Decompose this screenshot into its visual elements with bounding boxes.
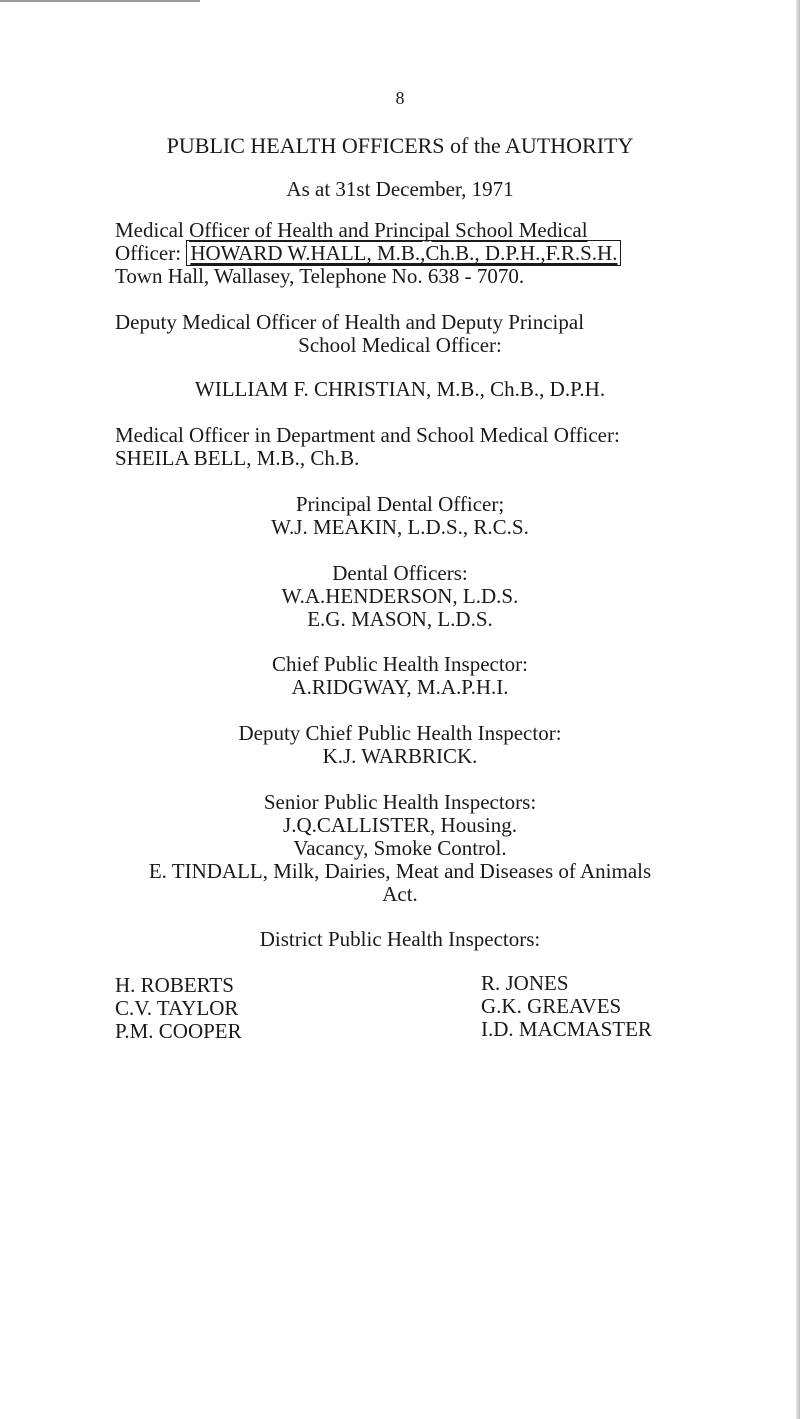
moh-title-underlined: Officer of Health and Principal School Medical — [189, 218, 588, 242]
district-phi-right: I.D. MACMASTER — [481, 1017, 652, 1041]
principal-dental-name: W.J. MEAKIN, L.D.S., R.C.S. — [271, 515, 529, 539]
moh-line-1 — [115, 218, 588, 242]
dental-officer-name: W.A.HENDERSON, L.D.S. — [281, 584, 519, 608]
dental-officer-name: E.G. MASON, L.D.S. — [307, 607, 493, 631]
medical-officer-title: Medical Officer in Department and School Medical Officer: — [115, 423, 620, 447]
district-phi-right: G.K. GREAVES — [481, 994, 622, 1018]
senior-phi-line: J.Q.CALLISTER, Housing. — [283, 813, 517, 837]
moh-address: Town Hall, Wallasey, Telephone No. 638 - 7070. — [115, 264, 525, 288]
deputy-moh-name: WILLIAM F. CHRISTIAN, M.B., Ch.B., D.P.H. — [194, 377, 606, 401]
dental-officers-title: Dental Officers: — [332, 561, 468, 585]
principal-dental-title: Principal Dental Officer; — [295, 492, 505, 516]
senior-phi-line: Vacancy, Smoke Control. — [293, 836, 507, 860]
moh-prefix-2: Officer: — [115, 241, 187, 265]
district-phi-left: P.M. COOPER — [115, 1019, 242, 1043]
senior-phi-line: Act. — [382, 882, 418, 906]
chief-phi-name: A.RIDGWAY, M.A.P.H.I. — [291, 675, 509, 699]
scan-top-line — [0, 0, 200, 2]
scan-right-edge — [796, 0, 800, 1419]
medical-officer-name: SHEILA BELL, M.B., Ch.B. — [115, 446, 360, 470]
moh-line-2 — [115, 241, 621, 265]
senior-phi-line: E. TINDALL, Milk, Dairies, Meat and Diseases of Animals — [148, 859, 652, 883]
chief-phi-title: Chief Public Health Inspector: — [271, 652, 529, 676]
deputy-moh-title-2: School Medical Officer: — [298, 333, 502, 357]
deputy-chief-phi-title: Deputy Chief Public Health Inspector: — [238, 721, 562, 745]
moh-name-boxed: HOWARD W.HALL, M.B.,Ch.B., D.P.H.,F.R.S.H. — [186, 240, 621, 266]
page-title: PUBLIC HEALTH OFFICERS of the AUTHORITY — [166, 133, 634, 158]
deputy-chief-phi-name: K.J. WARBRICK. — [322, 744, 478, 768]
moh-prefix-1: Medical — [115, 218, 190, 242]
senior-phi-title: Senior Public Health Inspectors: — [263, 790, 537, 814]
date-line: As at 31st December, 1971 — [286, 177, 514, 201]
page-number: 8 — [395, 88, 405, 108]
district-phi-title: District Public Health Inspectors: — [259, 927, 541, 951]
district-phi-left: C.V. TAYLOR — [115, 996, 239, 1020]
district-phi-left: H. ROBERTS — [115, 973, 234, 997]
district-phi-right: R. JONES — [481, 971, 569, 995]
deputy-moh-title-1: Deputy Medical Officer of Health and Deputy Principal — [115, 310, 585, 334]
